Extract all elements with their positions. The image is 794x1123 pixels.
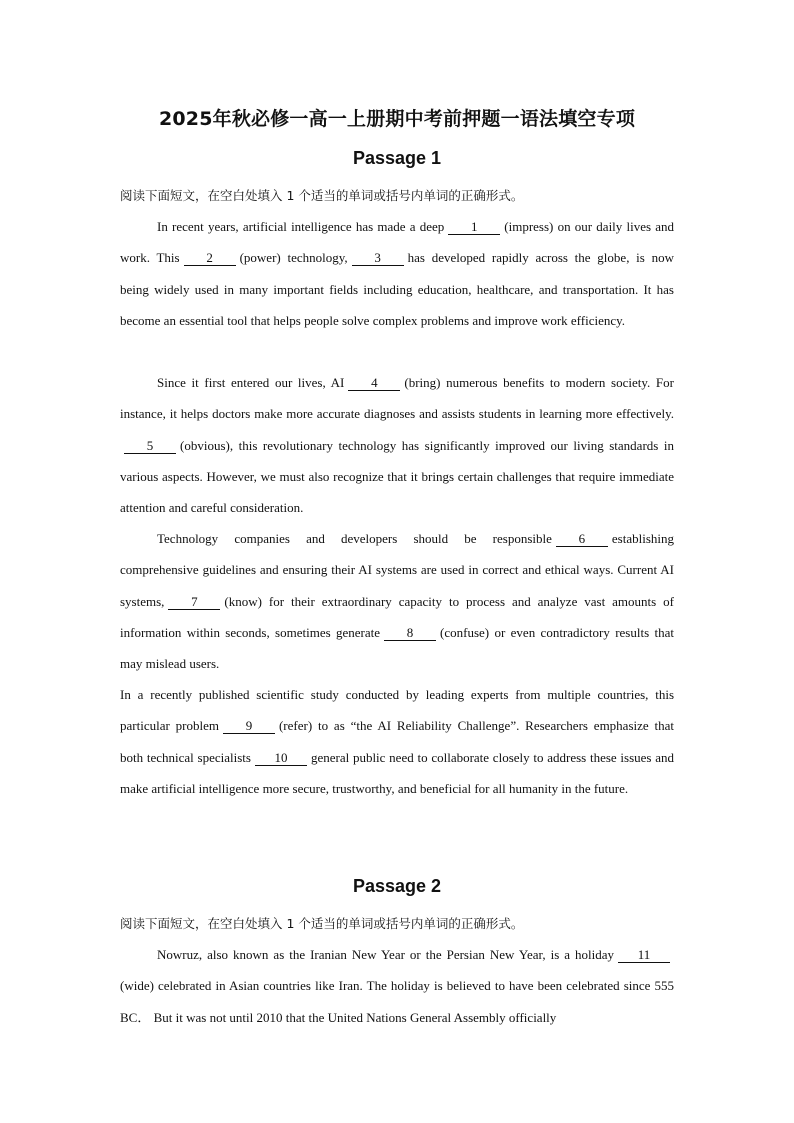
text-run: establishing comprehensive guidelines and ensuring their AI systems are used in correct and ethical ways. Current AI systems, [120, 531, 674, 609]
passage-2-instruction: 阅读下面短文，在空白处填入 1 个适当的单词或括号内单词的正确形式。 [120, 916, 524, 931]
text-run: (confuse) or even contradictory results that may mislead users. [120, 624, 674, 672]
passage-2-heading: Passage 2 [352, 876, 442, 896]
text-run: Since it first entered our lives, AI [157, 375, 345, 390]
passage-1-paragraph-3 [120, 523, 674, 679]
text-run: has developed rapidly across the globe, is now being widely used in many important fields including education, healthcare, and transportation. It has become an essential tool that helps people solve complex problems and improve work efficiency. [120, 250, 674, 328]
blank-7[interactable]: 7 [168, 595, 220, 610]
passage-1-paragraph-4 [120, 679, 674, 804]
text-run: (obvious), this revolutionary technology has significantly improved our living standards in various aspects. However, we must also recognize that it brings certain challenges that require immediate attention and careful consideration. [120, 437, 674, 516]
text-run: In recent years, artificial intelligence has made a deep [157, 219, 445, 234]
passage-1-paragraph-2 [120, 367, 674, 523]
text-run: (impress) on our daily lives and work. This [120, 219, 674, 266]
document-title: 2025年秋必修一高一上册期中考前押题一语法填空专项 [158, 108, 636, 130]
passage-2-paragraph-1 [120, 939, 674, 1033]
blank-2[interactable]: 2 [184, 251, 236, 266]
passage-1-heading: Passage 1 [352, 148, 442, 168]
text-run: (bring) numerous benefits to modern society. For instance, it helps doctors make more accurate diagnoses and assists students in learning more effectively. [120, 375, 674, 422]
text-run: In a recently published scientific study conducted by leading experts from multiple countries, this particular problem [120, 687, 674, 734]
blank-9[interactable]: 9 [223, 719, 275, 734]
blank-8[interactable]: 8 [384, 626, 436, 641]
blank-6[interactable]: 6 [556, 532, 608, 547]
blank-1[interactable]: 1 [448, 220, 500, 235]
blank-10[interactable]: 10 [255, 751, 307, 766]
text-run: (refer) to as “the AI Reliability Challenge”. Researchers emphasize that both technical specialists [120, 718, 674, 765]
blank-3[interactable]: 3 [352, 251, 404, 266]
text-run: Nowruz, also known as the Iranian New Year or the Persian New Year, is a holiday [157, 947, 614, 962]
blank-4[interactable]: 4 [348, 376, 400, 391]
passage-1-paragraph-1 [120, 211, 674, 336]
blank-5[interactable]: 5 [124, 439, 176, 454]
text-run: (wide) celebrated in Asian countries like Iran. The holiday is believed to have been celebrated since 555 BC． But it was not until 2010 that the United Nations General Assembly officially [120, 978, 674, 1025]
blank-11[interactable]: 11 [618, 948, 670, 963]
passage-1-instruction: 阅读下面短文，在空白处填入 1 个适当的单词或括号内单词的正确形式。 [120, 188, 524, 203]
text-run: general public need to collaborate closely to address these issues and make artificial intelligence more secure, trustworthy, and beneficial for all humanity in the future. [120, 749, 674, 796]
text-run: (power) technology, [239, 250, 348, 266]
text-run: (know) for their extraordinary capacity to process and analyze vast amounts of information within seconds, sometimes generate [120, 593, 674, 640]
text-run: Technology companies and developers should be responsible [157, 531, 552, 546]
